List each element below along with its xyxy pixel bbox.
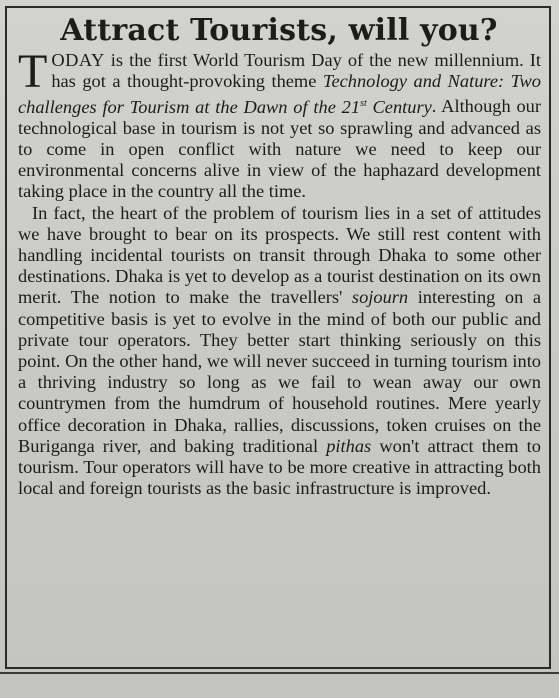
paragraph-2-text-b: interesting on a competitive basis is yet to evolve in the mind of both our public and private tour operators. They better start thinking seriously on this point. On the other hand, we will never succeed in turning tourism into a thriving industry so long as we fail to wean away our own countrymen from the humdrum of household routines. Mere yearly office decoration in Dhaka, rallies, discussions, token cruises on the Buriganga river, and baking traditional [18, 287, 542, 456]
sojourn-word: sojourn [351, 287, 409, 308]
theme-superscript: st [360, 97, 367, 109]
paragraph-1-text-a: is the first World Tourism Day of the new millennium. It has got a thought-provoking theme [51, 50, 541, 92]
pithas-word: pithas [326, 435, 372, 456]
paragraph-2 [18, 203, 541, 500]
headline: Attract Tourists, will you? [60, 13, 498, 48]
lead-word: ODAY [51, 50, 105, 70]
bottom-rule [0, 672, 559, 674]
drop-cap: T [18, 45, 48, 98]
theme-title-part-a: Technology and Nature: Two challenges for Tourism at the Dawn of the 21 [18, 71, 542, 117]
paragraph-2-text-a: In fact, the heart of the problem of tourism lies in a set of attitudes we have brought to bear on its prospects. We still rest content with handling incidental tourists on transit through Dhaka to some other destinations. Dhaka is yet to develop as a tourist destination on its own merit. The notion to make the travellers' [18, 202, 541, 308]
article-body [18, 45, 542, 499]
paragraph-1 [18, 45, 542, 203]
paragraph-2-text-c: won't attract them to tourism. Tour operators will have to be more creative in attracting both local and foreign tourists as the basic infrastructure is improved. [18, 435, 541, 499]
paragraph-1-text-b: . Although our technological base in tourism is not yet so sprawling and advanced as to come in open conflict with nature we need to keep our environmental concerns alive in view of the haphazard development taking place in the country all the time. [18, 96, 541, 202]
theme-title-part-b: Century [366, 96, 432, 117]
